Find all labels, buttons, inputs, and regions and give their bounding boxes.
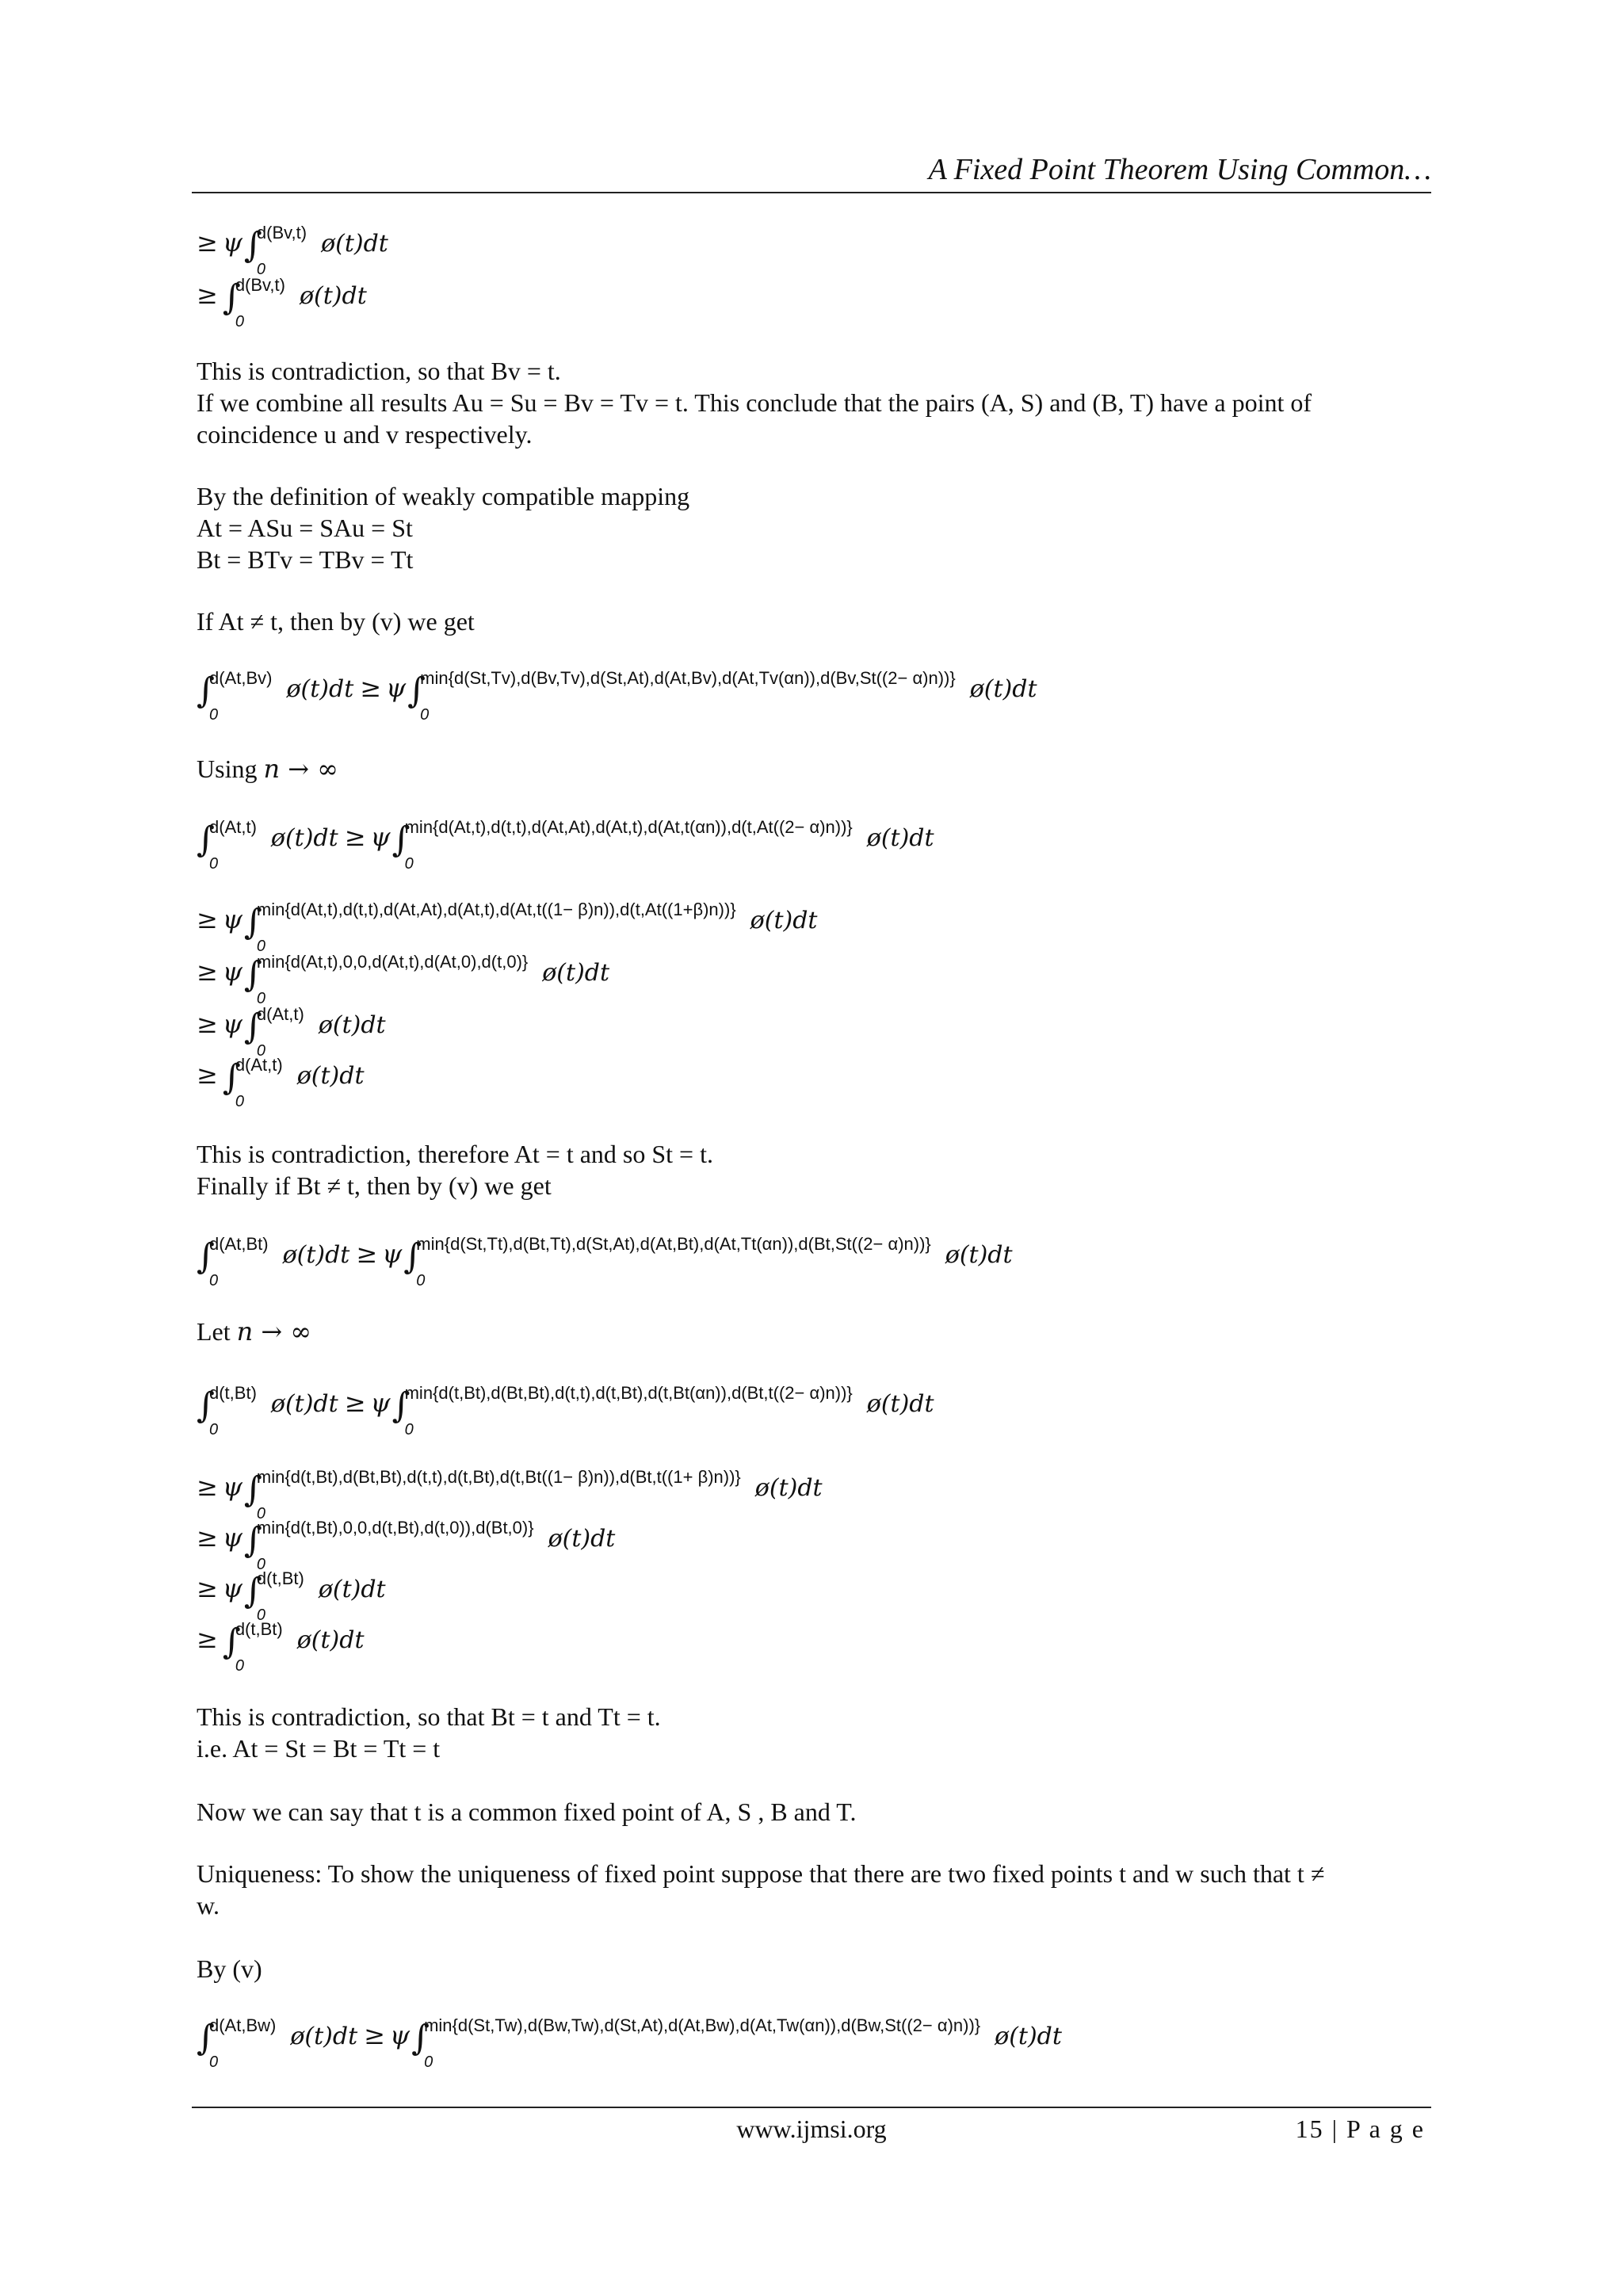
integral-sign: ∫ 0: [407, 675, 418, 707]
paragraph-combine-results: [197, 387, 1430, 450]
lower-limit: 0: [416, 1271, 426, 1289]
paragraph-contradiction-bv: This is contradiction, so that Bv = t.: [197, 357, 561, 385]
integral-sign: ∫ 0: [223, 282, 234, 314]
limit-expression: n → ∞: [236, 1316, 312, 1347]
integral-sign: ∫ 0: [392, 1390, 403, 1422]
integrand: ø(t)dt: [282, 1241, 350, 1269]
integrand: ø(t)dt: [318, 1576, 386, 1603]
lower-limit: 0: [235, 312, 244, 330]
equation-at: At = ASu = SAu = St: [197, 514, 413, 542]
integrand: ø(t)dt: [299, 282, 367, 310]
upper-limit: min{d(t,Bt),0,0,d(t,Bt),d(t,0)),d(Bt,0)}: [256, 1518, 534, 1538]
integrand: ø(t)dt: [995, 2023, 1062, 2050]
integral-sign: ∫ 0: [244, 1011, 255, 1043]
paragraph-ie: i.e. At = St = Bt = Tt = t: [197, 1734, 441, 1763]
integrand: ø(t)dt: [754, 1474, 823, 1502]
paragraph-line: If we combine all results Au = Su = Bv = Tv = t. This conclude that the pairs (A, S) and (B, T) have a point of: [197, 388, 1312, 417]
lower-limit: 0: [209, 2053, 219, 2071]
paragraph-common-fixed-point: Now we can say that t is a common fixed point of A, S , B and T.: [197, 1797, 857, 1826]
upper-limit: min{d(St,Tt),d(Bt,Tt),d(St,At),d(At,Bt),d(At,Tt(αn)),d(Bt,St((2− α)n))}: [416, 1234, 931, 1254]
lower-limit: 0: [209, 1420, 219, 1438]
integrand: ø(t)dt: [318, 1011, 386, 1039]
paragraph-let: [197, 1316, 311, 1347]
ge-sign: ≥: [356, 1239, 378, 1269]
integrand: ø(t)dt: [321, 230, 388, 258]
lower-limit: 0: [209, 1271, 219, 1289]
lower-limit: 0: [235, 1092, 244, 1110]
integrand: ø(t)dt: [866, 1390, 934, 1418]
integrand: ø(t)dt: [945, 1241, 1013, 1269]
integral-sign: ∫ 0: [197, 1390, 208, 1422]
formula-7: [197, 1004, 386, 1060]
paragraph-line: w.: [197, 1891, 220, 1920]
let-label: Let: [197, 1317, 231, 1346]
integral-sign: ∫ 0: [411, 2023, 422, 2054]
lower-limit: 0: [256, 260, 266, 278]
integrand: ø(t)dt: [542, 959, 610, 987]
running-header: A Fixed Point Theorem Using Common…: [928, 153, 1431, 186]
integral-sign: ∫ 0: [392, 824, 403, 856]
lower-limit: 0: [404, 854, 414, 873]
integral-sign: ∫ 0: [244, 907, 255, 938]
upper-limit: min{d(At,t),0,0,d(At,t),d(At,0),d(t,0)}: [256, 952, 529, 972]
footer-url: www.ijmsi.org: [736, 2115, 887, 2143]
upper-limit: d(At,Bw): [209, 2015, 277, 2035]
integrand: ø(t)dt: [750, 907, 818, 934]
upper-limit: d(t,Bt): [209, 1383, 257, 1403]
formula-15: [197, 2015, 1062, 2071]
integral-sign: ∫ 0: [403, 1241, 414, 1273]
psi-symbol: ψ: [370, 1388, 391, 1418]
equation-bt: Bt = BTv = TBv = Tt: [197, 545, 414, 574]
psi-symbol: ψ: [382, 1239, 403, 1269]
paragraph-line: coincidence u and v respectively.: [197, 420, 533, 449]
lower-limit: 0: [256, 1041, 266, 1060]
paragraph-using: [197, 753, 338, 785]
upper-limit: min{d(At,t),d(t,t),d(At,At),d(At,t),d(At,t(αn)),d(t,At((2− α)n))}: [404, 817, 853, 837]
psi-symbol: ψ: [222, 1472, 242, 1502]
page-number: 15 | P a g e: [1295, 2115, 1425, 2143]
upper-limit: min{d(t,Bt),d(Bt,Bt),d(t,t),d(t,Bt),d(t,Bt(αn)),d(Bt,t((2− α)n))}: [404, 1383, 853, 1403]
lower-limit: 0: [420, 705, 430, 724]
ge-sign: ≥: [344, 1388, 366, 1418]
psi-symbol: ψ: [222, 1522, 242, 1553]
formula-3: [197, 668, 1037, 724]
integral-sign: ∫ 0: [244, 1525, 255, 1557]
upper-limit: d(At,t): [235, 1055, 283, 1075]
paragraph-line: Uniqueness: To show the uniqueness of fixed point suppose that there are two fixed points t and w such that t ≠: [197, 1859, 1325, 1888]
ge-sign: ≥: [364, 2020, 385, 2050]
lower-limit: 0: [209, 854, 219, 873]
paragraph-weakly-compatible: By the definition of weakly compatible mapping: [197, 482, 690, 510]
upper-limit: min{d(t,Bt),d(Bt,Bt),d(t,t),d(t,Bt),d(t,Bt((1− β)n)),d(Bt,t((1+ β)n))}: [256, 1467, 741, 1487]
integrand: ø(t)dt: [286, 675, 354, 703]
integral-sign: ∫ 0: [244, 1474, 255, 1506]
formula-4: [197, 817, 934, 873]
psi-symbol: ψ: [370, 822, 391, 852]
upper-limit: min{d(St,Tv),d(Bv,Tv),d(St,At),d(At,Bv),d(At,Tv(αn)),d(Bv,St((2− α)n))}: [420, 668, 956, 688]
psi-symbol: ψ: [222, 904, 242, 934]
ge-sign: ≥: [197, 1573, 218, 1603]
ge-sign: ≥: [360, 673, 382, 703]
lower-limit: 0: [256, 1504, 266, 1522]
ge-sign: ≥: [197, 1624, 218, 1654]
integral-sign: ∫ 0: [223, 1626, 234, 1658]
formula-8: [197, 1055, 365, 1110]
paragraph-contradiction-at: This is contradiction, therefore At = t and so St = t.: [197, 1140, 713, 1168]
using-label: Using: [197, 755, 258, 783]
ge-sign: ≥: [197, 280, 218, 310]
upper-limit: d(At,Bv): [209, 668, 273, 688]
lower-limit: 0: [256, 1606, 266, 1624]
formula-11: [197, 1467, 823, 1522]
upper-limit: d(Bv,t): [256, 223, 307, 243]
integrand: ø(t)dt: [270, 1390, 338, 1418]
paragraph-contradiction-bt: This is contradiction, so that Bt = t and Tt = t.: [197, 1702, 661, 1731]
ge-sign: ≥: [197, 1009, 218, 1039]
upper-limit: d(At,t): [209, 817, 257, 837]
integral-sign: ∫ 0: [244, 230, 255, 262]
psi-symbol: ψ: [389, 2020, 411, 2050]
integrand: ø(t)dt: [969, 675, 1037, 703]
formula-2: [197, 275, 367, 330]
formula-14: [197, 1619, 365, 1675]
psi-symbol: ψ: [222, 957, 242, 987]
lower-limit: 0: [256, 937, 266, 955]
integrand: ø(t)dt: [296, 1626, 365, 1654]
paragraph-finally-bt: Finally if Bt ≠ t, then by (v) we get: [197, 1171, 552, 1200]
formula-9: [197, 1234, 1013, 1289]
psi-symbol: ψ: [222, 227, 242, 258]
upper-limit: d(At,t): [256, 1004, 304, 1024]
ge-sign: ≥: [344, 822, 366, 852]
ge-sign: ≥: [197, 1472, 218, 1502]
integral-sign: ∫ 0: [223, 1062, 234, 1094]
paragraph-uniqueness: [197, 1858, 1430, 1921]
psi-symbol: ψ: [222, 1009, 242, 1039]
integrand: ø(t)dt: [290, 2023, 358, 2050]
integral-sign: ∫ 0: [197, 2023, 208, 2054]
ge-sign: ≥: [197, 957, 218, 987]
limit-expression: n → ∞: [263, 754, 338, 784]
formula-5: [197, 900, 818, 955]
psi-symbol: ψ: [222, 1573, 242, 1603]
lower-limit: 0: [235, 1656, 244, 1675]
integrand: ø(t)dt: [548, 1525, 616, 1553]
integrand: ø(t)dt: [270, 824, 338, 852]
integral-sign: ∫ 0: [244, 959, 255, 991]
psi-symbol: ψ: [386, 673, 407, 703]
integral-sign: ∫ 0: [197, 675, 208, 707]
upper-limit: d(t,Bt): [256, 1568, 304, 1588]
formula-6: [197, 952, 610, 1007]
lower-limit: 0: [209, 705, 219, 724]
integral-sign: ∫ 0: [197, 1241, 208, 1273]
lower-limit: 0: [256, 989, 266, 1007]
integrand: ø(t)dt: [296, 1062, 365, 1090]
header-rule: [192, 192, 1431, 193]
upper-limit: d(t,Bt): [235, 1619, 283, 1639]
lower-limit: 0: [256, 1555, 266, 1573]
integral-sign: ∫ 0: [244, 1576, 255, 1607]
integrand: ø(t)dt: [866, 824, 934, 852]
ge-sign: ≥: [197, 227, 218, 258]
upper-limit: d(At,Bt): [209, 1234, 269, 1254]
paragraph-if-at: If At ≠ t, then by (v) we get: [197, 607, 475, 636]
lower-limit: 0: [404, 1420, 414, 1438]
formula-12: [197, 1518, 616, 1573]
ge-sign: ≥: [197, 1522, 218, 1553]
upper-limit: min{d(At,t),d(t,t),d(At,At),d(At,t),d(At,t((1− β)n)),d(t,At((1+β)n))}: [256, 900, 736, 919]
upper-limit: min{d(St,Tw),d(Bw,Tw),d(St,At),d(At,Bw),d(At,Tw(αn)),d(Bw,St((2− α)n))}: [424, 2015, 981, 2035]
ge-sign: ≥: [197, 1060, 218, 1090]
ge-sign: ≥: [197, 904, 218, 934]
lower-limit: 0: [424, 2053, 433, 2071]
footer-rule: [192, 2107, 1431, 2108]
formula-1: [197, 223, 388, 278]
paragraph-by-v: By (v): [197, 1954, 262, 1983]
upper-limit: d(Bv,t): [235, 275, 285, 295]
formula-13: [197, 1568, 386, 1624]
formula-10: [197, 1383, 934, 1438]
integral-sign: ∫ 0: [197, 824, 208, 856]
